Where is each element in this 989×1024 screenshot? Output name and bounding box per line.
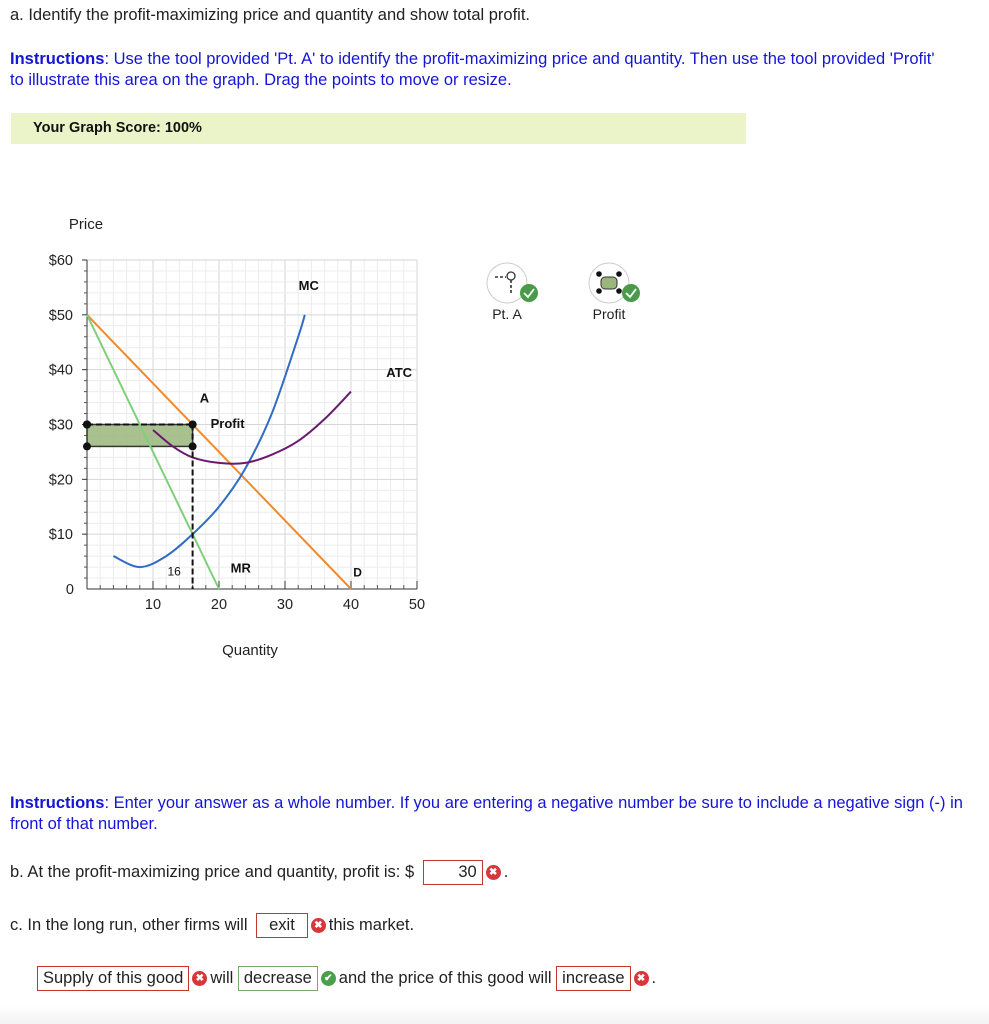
question-c-prefix: c. In the long run, other firms will [10,915,248,934]
y-tick-label: $20 [48,472,73,489]
question-c-suffix: this market. [328,915,415,934]
graph-canvas[interactable] [0,190,700,680]
instructions2-body: : Enter your answer as a whole number. If you are entering a negative number be sure to include a negative sign (-) in front of that number. [10,794,963,833]
x-tick-label: 20 [210,597,228,613]
profit-rectangle[interactable] [87,425,193,447]
question-d-suffix: . [651,968,657,987]
area-tool-handle [616,271,622,277]
check-badge-icon [622,284,640,302]
mc-label: MC [298,278,319,294]
y-tick-label: $30 [48,417,73,434]
x-tick-label: 50 [408,597,426,613]
question-d-text1: will [210,968,234,987]
instructions-answer [10,793,970,835]
x-tick-label: 30 [276,597,294,613]
instructions-graph [10,49,950,91]
wrong-mark-icon: ✖ [486,865,501,880]
question-b-suffix: . [503,862,509,881]
point-a-quantity-label: 16 [167,564,181,579]
y-axis-label: Price [68,216,104,233]
x-axis-label: Quantity [222,642,278,659]
instructions2-label: Instructions [10,794,105,812]
x-tick-label: 40 [342,597,360,613]
point-a-label: A [199,390,210,406]
price-change-select[interactable]: increase [556,966,630,991]
question-b [10,860,508,885]
profit-input[interactable]: 30 [423,860,483,885]
question-b-prefix: b. At the profit-maximizing price and quantity, profit is: $ [10,862,415,881]
area-tool-icon [601,277,617,289]
instructions-body: : Use the tool provided 'Pt. A' to identify the profit-maximizing price and quantity. Then use the tool provided 'Profit' to illustrate this area on the graph. Drag the points to move or resize. [10,50,935,89]
wrong-mark-icon: ✖ [634,971,649,986]
point-a-marker[interactable] [189,421,197,429]
point-tool-button[interactable] [487,263,538,322]
question-a-text: a. Identify the profit-maximizing price and quantity and show total profit. [10,6,531,24]
wrong-mark-icon: ✖ [311,918,326,933]
supply-change-select[interactable]: decrease [238,966,318,991]
area-tool-button[interactable] [589,263,640,322]
atc-label: ATC [386,364,413,380]
y-tick-label: $10 [48,527,73,544]
tool-palette[interactable] [487,263,640,322]
question-c [10,913,414,938]
check-badge-icon [520,284,538,302]
profit-handle[interactable] [83,442,91,450]
mr-label: MR [230,560,251,576]
area-tool-handle [616,288,622,294]
question-d-text2: and the price of this good will [338,968,552,987]
graph-score-bar [11,113,746,144]
origin-label: 0 [65,582,74,598]
long-run-select[interactable]: exit [256,913,308,938]
x-tick-label: 10 [144,597,162,613]
question-d [37,966,656,991]
tool-label: Pt. A [492,306,522,322]
point-tool-dot [507,272,515,280]
tool-label: Profit [592,306,626,322]
y-tick-label: $40 [48,362,73,379]
y-tick-label: $50 [48,307,73,324]
instructions-label: Instructions [10,50,105,68]
footer-strip [0,1006,989,1024]
area-tool-handle [596,271,602,277]
point-a-handle-y[interactable] [83,421,91,429]
area-tool-handle [596,288,602,294]
y-tick-label: $60 [48,253,73,269]
supply-select[interactable]: Supply of this good [37,966,189,991]
profit-label: Profit [210,415,245,431]
d-label: D [353,565,362,580]
graph-score-text: Your Graph Score: 100% [33,120,202,136]
wrong-mark-icon: ✖ [192,971,207,986]
check-mark-icon: ✔ [321,971,336,986]
